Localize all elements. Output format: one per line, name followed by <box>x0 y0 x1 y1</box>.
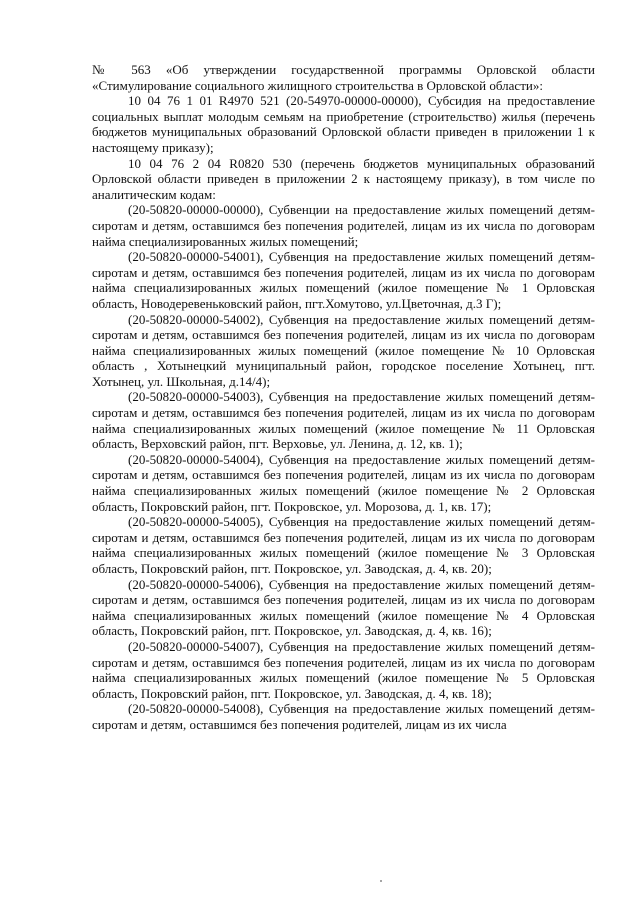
paragraph-program-title: № 563 «Об утверждении государственной программы Орловской области «Стимулирование социального жилищного строительства в Орловской области»: <box>92 62 595 93</box>
paragraph-analytic-00000: (20-50820-00000-00000), Субвенции на предоставление жилых помещений детям-сиротам и детям, оставшимся без попечения родителей, лицам из их числа по договорам найма специализированных жилых помещений; <box>92 202 595 249</box>
paragraph-analytic-54008: (20-50820-00000-54008), Субвенция на предоставление жилых помещений детям-сиротам и детям, оставшимся без попечения родителей, лицам из их числа <box>92 701 595 732</box>
paragraph-analytic-54004: (20-50820-00000-54004), Субвенция на предоставление жилых помещений детям-сиротам и детям, оставшимся без попечения родителей, лицам из их числа по договорам найма специализированных жилых помещений (жилое помещение № 2 Орловская область, Покровский район, пгт. Покровское, ул. Морозова, д. 1, кв. 17); <box>92 451 595 514</box>
paragraph-code-r4970: 10 04 76 1 01 R4970 521 (20-54970-00000-00000), Субсидия на предоставление социальных выплат молодым семьям на приобретение (строительство) жилья (перечень бюджетов муниципальных образований Орловской области приведен в приложении 1 к настоящему приказу); <box>92 93 595 155</box>
paragraph-analytic-54005: (20-50820-00000-54005), Субвенция на предоставление жилых помещений детям-сиротам и детям, оставшимся без попечения родителей, лицам из их числа по договорам найма специализированных жилых помещений (жилое помещение № 3 Орловская область, Покровский район, пгт. Покровское, ул. Заводская, д. 4, кв. 20); <box>92 514 595 576</box>
scan-speck <box>380 880 382 882</box>
paragraph-analytic-54002: (20-50820-00000-54002), Субвенция на предоставление жилых помещений детям-сиротам и детям, оставшимся без попечения родителей, лицам из их числа по договорам найма специализированных жилых помещений (жилое помещение № 10 Орловская область , Хотынецкий муниципальный район, городское поселение Хотынец, пгт. Хотынец, ул. Школьная, д.14/4); <box>92 311 595 389</box>
paragraph-analytic-54006: (20-50820-00000-54006), Субвенция на предоставление жилых помещений детям-сиротам и детям, оставшимся без попечения родителей, лицам из их числа по договорам найма специализированных жилых помещений (жилое помещение № 4 Орловская область, Покровский район, пгт. Покровское, ул. Заводская, д. 4, кв. 16); <box>92 576 595 639</box>
paragraph-analytic-54001: (20-50820-00000-54001), Субвенция на предоставление жилых помещений детям-сиротам и детям, оставшимся без попечения родителей, лицам из их числа по договорам найма специализированных жилых помещений (жилое помещение № 1 Орловская область, Новодеревеньковский район, пгт.Хомутово, ул.Цветочная, д.3 Г); <box>92 249 595 311</box>
paragraph-code-r0820: 10 04 76 2 04 R0820 530 (перечень бюджетов муниципальных образований Орловской области приведен в приложении 2 к настоящему приказу), в том числе по аналитическим кодам: <box>92 155 595 202</box>
paragraph-analytic-54003: (20-50820-00000-54003), Субвенция на предоставление жилых помещений детям-сиротам и детям, оставшимся без попечения родителей, лицам из их числа по договорам найма специализированных жилых помещений (жилое помещение № 11 Орловская область, Верховский район, пгт. Верховье, ул. Ленина, д. 12, кв. 1); <box>92 389 595 452</box>
paragraph-analytic-54007: (20-50820-00000-54007), Субвенция на предоставление жилых помещений детям-сиротам и детям, оставшимся без попечения родителей, лицам из их числа по договорам найма специализированных жилых помещений (жилое помещение № 5 Орловская область, Покровский район, пгт. Покровское, ул. Заводская, д. 4, кв. 18); <box>92 638 595 701</box>
